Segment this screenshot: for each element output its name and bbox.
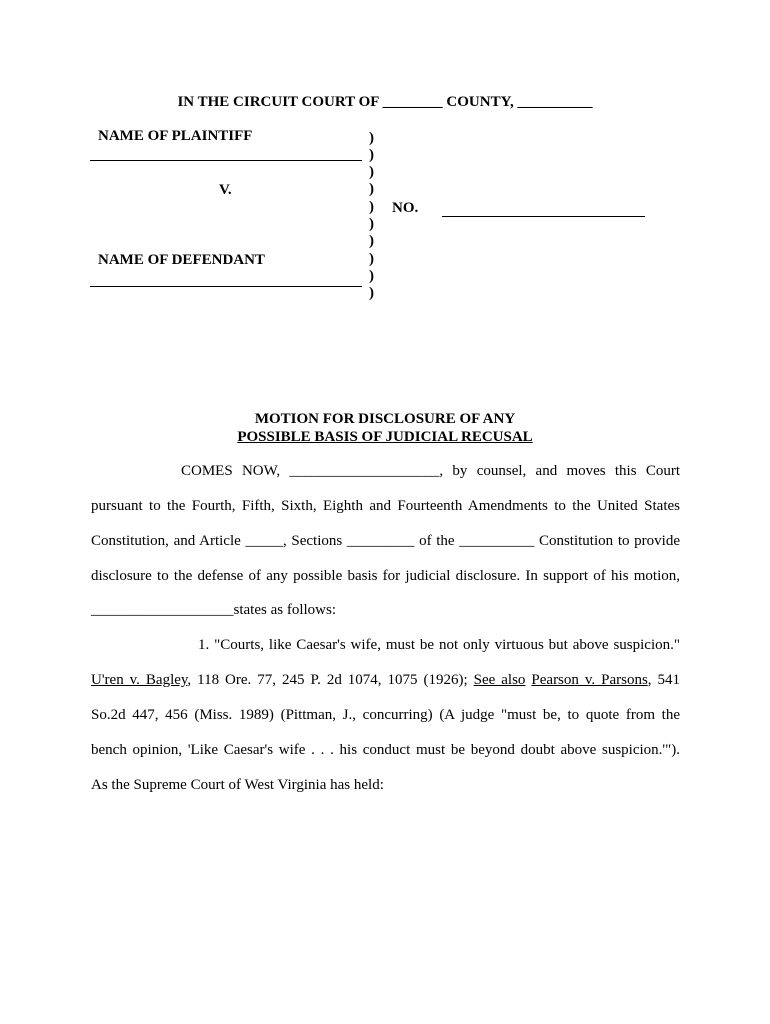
caption-paren: ) bbox=[369, 285, 374, 301]
paragraph-line: bench opinion, 'Like Caesar's wife . . . his conduct must be beyond doubt above suspicion.'"). bbox=[91, 742, 680, 758]
caption-paren: ) bbox=[369, 251, 374, 267]
paragraph-line: disclosure to the defense of any possible basis for judicial disclosure. In support of his motion, bbox=[91, 568, 680, 584]
case-caption bbox=[90, 128, 690, 308]
case-number-label: NO. bbox=[392, 200, 419, 216]
paragraph-line: As the Supreme Court of West Virginia has held: bbox=[91, 777, 384, 793]
caption-paren: ) bbox=[369, 164, 374, 180]
caption-paren: ) bbox=[369, 216, 374, 232]
paragraph-line bbox=[91, 670, 680, 690]
paragraph-line: So.2d 447, 456 (Miss. 1989) (Pittman, J., concurring) (A judge "must be, to quote from the bbox=[91, 707, 680, 723]
motion-title-line1: MOTION FOR DISCLOSURE OF ANY bbox=[254, 411, 516, 427]
motion-title bbox=[0, 410, 770, 446]
paragraph-line: 1. "Courts, like Caesar's wife, must be not only virtuous but above suspicion." bbox=[198, 637, 680, 653]
defendant-label: NAME OF DEFENDANT bbox=[98, 252, 265, 268]
caption-paren: ) bbox=[369, 199, 374, 215]
signal-phrase: See also bbox=[473, 672, 526, 688]
case-number-line bbox=[442, 216, 645, 217]
defendant-name-line bbox=[90, 286, 362, 287]
versus-label: V. bbox=[219, 182, 232, 198]
motion-title-line2: POSSIBLE BASIS OF JUDICIAL RECUSAL bbox=[237, 429, 533, 445]
plaintiff-label: NAME OF PLAINTIFF bbox=[98, 128, 253, 144]
case-citation: Pearson v. Parsons bbox=[531, 672, 648, 688]
caption-paren: ) bbox=[369, 130, 374, 146]
caption-paren: ) bbox=[369, 268, 374, 284]
paragraph-line: pursuant to the Fourth, Fifth, Sixth, Eighth and Fourteenth Amendments to the United States bbox=[91, 498, 680, 514]
court-header: IN THE CIRCUIT COURT OF ________ COUNTY, __________ bbox=[177, 94, 593, 110]
plaintiff-name-line bbox=[90, 160, 362, 161]
citation-text: , 118 Ore. 77, 245 P. 2d 1074, 1075 (1926); bbox=[187, 672, 474, 688]
caption-paren: ) bbox=[369, 181, 374, 197]
caption-paren: ) bbox=[369, 233, 374, 249]
paragraph-line: ___________________states as follows: bbox=[91, 602, 336, 618]
paragraph-line: Constitution, and Article _____, Sections _________ of the __________ Constitution to provide bbox=[91, 533, 680, 549]
paragraph-line: COMES NOW, ____________________, by counsel, and moves this Court bbox=[181, 463, 680, 479]
caption-paren: ) bbox=[369, 147, 374, 163]
citation-text: , 541 bbox=[647, 672, 680, 688]
case-citation: U'ren v. Bagley bbox=[91, 672, 188, 688]
